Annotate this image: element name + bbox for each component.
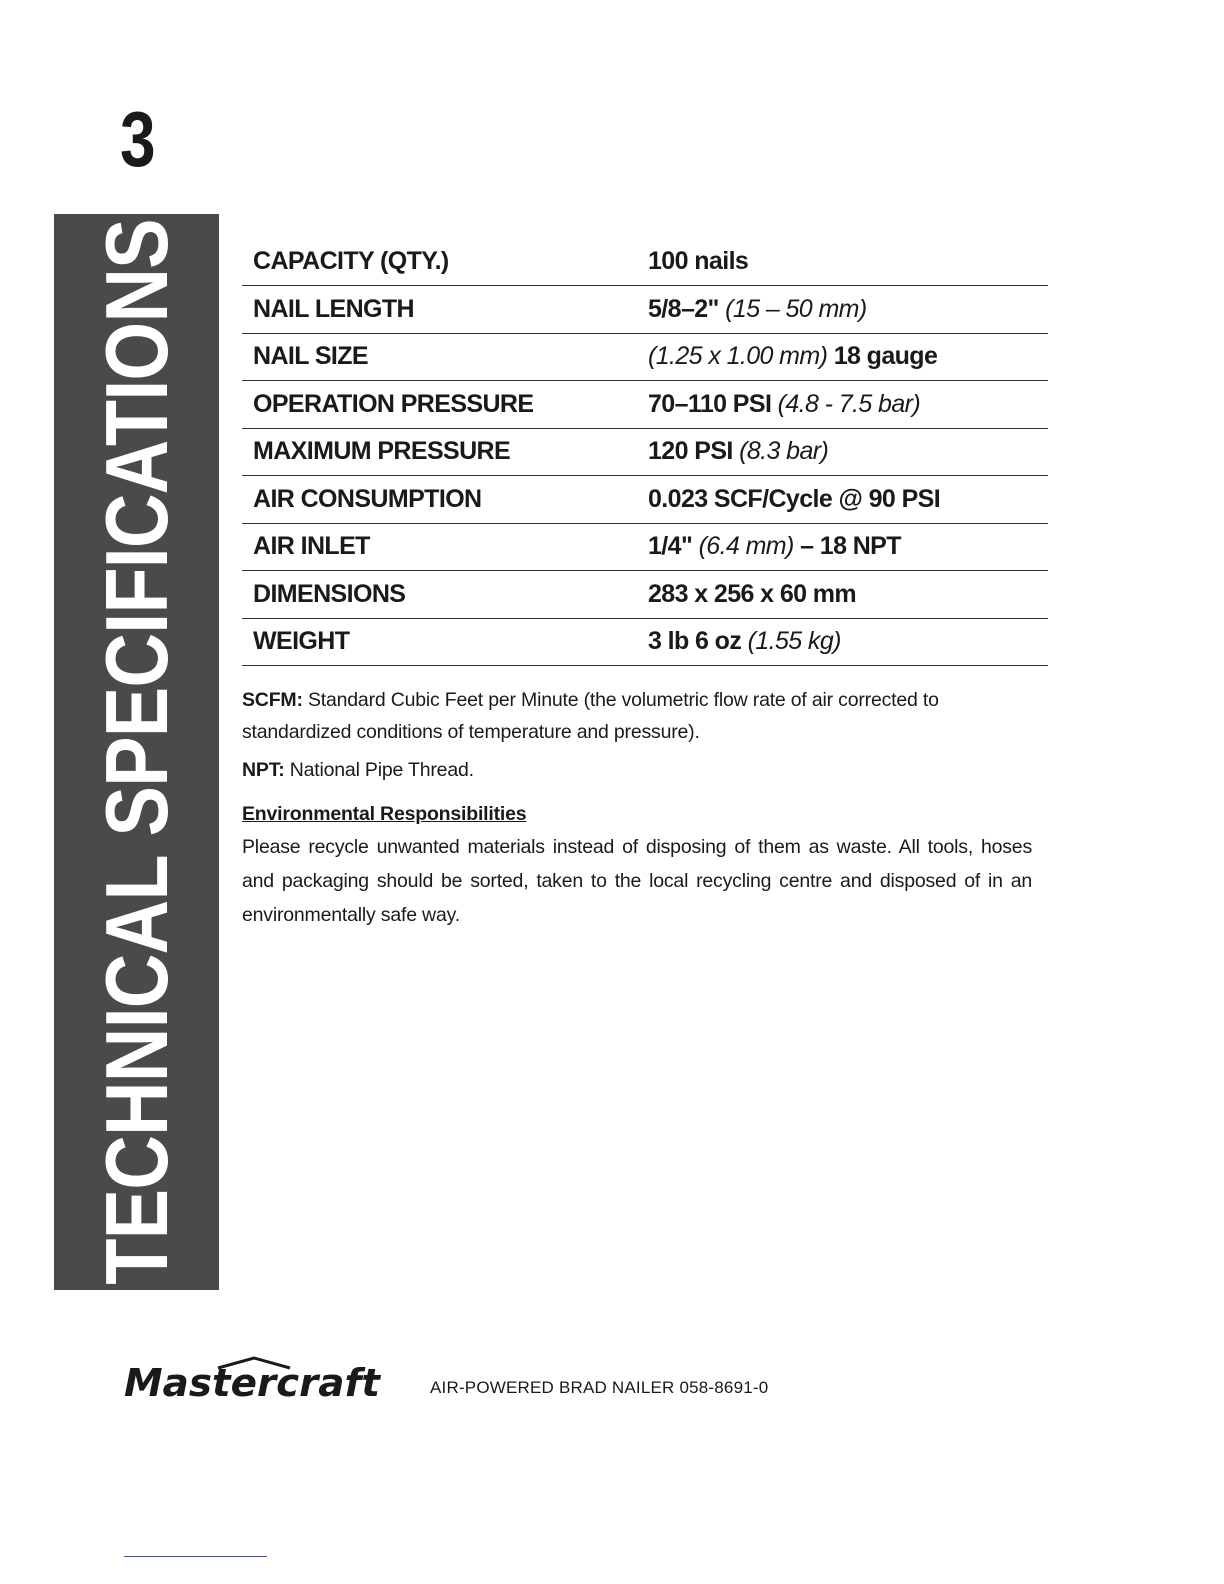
spec-value-part: 283 x 256 x 60 mm bbox=[648, 579, 857, 608]
page-number: 3 bbox=[120, 95, 156, 183]
spec-label: MAXIMUM PRESSURE bbox=[253, 437, 511, 466]
spec-label: NAIL SIZE bbox=[253, 342, 368, 371]
spec-value bbox=[637, 381, 1048, 429]
spec-value-part: (8.3 bar) bbox=[739, 437, 829, 466]
spec-row bbox=[242, 571, 1048, 619]
environmental-heading: Environmental Responsibilities bbox=[242, 803, 527, 825]
bottom-rule bbox=[124, 1556, 267, 1557]
spec-value-part: (15 – 50 mm) bbox=[725, 294, 867, 323]
spec-value-part: 18 gauge bbox=[827, 342, 938, 371]
spec-row bbox=[242, 428, 1048, 476]
scfm-term: SCFM: bbox=[242, 689, 303, 711]
spec-value-part: (1.25 x 1.00 mm) bbox=[648, 342, 828, 371]
spec-row bbox=[242, 523, 1048, 571]
spec-table bbox=[242, 238, 1048, 666]
spec-value bbox=[637, 428, 1048, 476]
spec-value-part: – 18 NPT bbox=[800, 532, 901, 561]
spec-label: OPERATION PRESSURE bbox=[253, 389, 534, 418]
product-name: AIR-POWERED BRAD NAILER 058-8691-0 bbox=[430, 1378, 769, 1397]
spec-label: DIMENSIONS bbox=[253, 579, 406, 608]
spec-value bbox=[637, 333, 1048, 381]
spec-value bbox=[637, 476, 1048, 524]
spec-row bbox=[242, 476, 1048, 524]
spec-value-part: 70–110 PSI bbox=[648, 389, 778, 418]
spec-value bbox=[637, 571, 1048, 619]
spec-value bbox=[637, 238, 1048, 286]
spec-row bbox=[242, 238, 1048, 286]
spec-label: AIR INLET bbox=[253, 532, 370, 561]
npt-note bbox=[242, 754, 1032, 786]
notes bbox=[242, 684, 1032, 932]
spec-value bbox=[637, 618, 1048, 666]
npt-term: NPT: bbox=[242, 759, 285, 781]
mastercraft-logo bbox=[122, 1356, 384, 1402]
spec-label: CAPACITY (QTY.) bbox=[253, 247, 449, 275]
spec-value-part: 3 lb 6 oz bbox=[648, 627, 748, 656]
spec-row bbox=[242, 333, 1048, 381]
spec-label: WEIGHT bbox=[253, 627, 350, 656]
spec-value-part: 1/4" bbox=[648, 532, 699, 561]
spec-value-part: (1.55 kg) bbox=[747, 627, 841, 656]
svg-text:Mastercraft: Mastercraft bbox=[124, 1361, 382, 1402]
spec-label: AIR CONSUMPTION bbox=[253, 484, 482, 513]
spec-value-part: 0.023 SCF/Cycle @ 90 PSI bbox=[648, 484, 941, 513]
section-tab bbox=[54, 214, 219, 1290]
spec-value-part: (6.4 mm) bbox=[698, 532, 801, 561]
spec-value-part: 100 nails bbox=[648, 247, 749, 275]
spec-row bbox=[242, 618, 1048, 666]
spec-label: NAIL LENGTH bbox=[253, 294, 414, 323]
scfm-definition: Standard Cubic Feet per Minute (the volumetric flow rate of air corrected to standardized conditions of temperature and pressure). bbox=[242, 689, 939, 743]
spec-value-part: 5/8–2" bbox=[648, 294, 726, 323]
environmental-text: Please recycle unwanted materials instead of disposing of them as waste. All tools, hoses and packaging should be sorted, taken to the local recycling centre and disposed of in an environmentally safe way. bbox=[242, 836, 1032, 926]
spec-row bbox=[242, 381, 1048, 429]
spec-row bbox=[242, 286, 1048, 334]
npt-definition: National Pipe Thread. bbox=[284, 759, 474, 781]
spec-value-part: 120 PSI bbox=[648, 437, 740, 466]
section-title: TECHNICAL SPECIFICATIONS bbox=[86, 219, 186, 1285]
spec-value bbox=[637, 523, 1048, 571]
spec-value-part: (4.8 - 7.5 bar) bbox=[777, 389, 921, 418]
spec-value bbox=[637, 286, 1048, 334]
scfm-note bbox=[242, 684, 1032, 748]
